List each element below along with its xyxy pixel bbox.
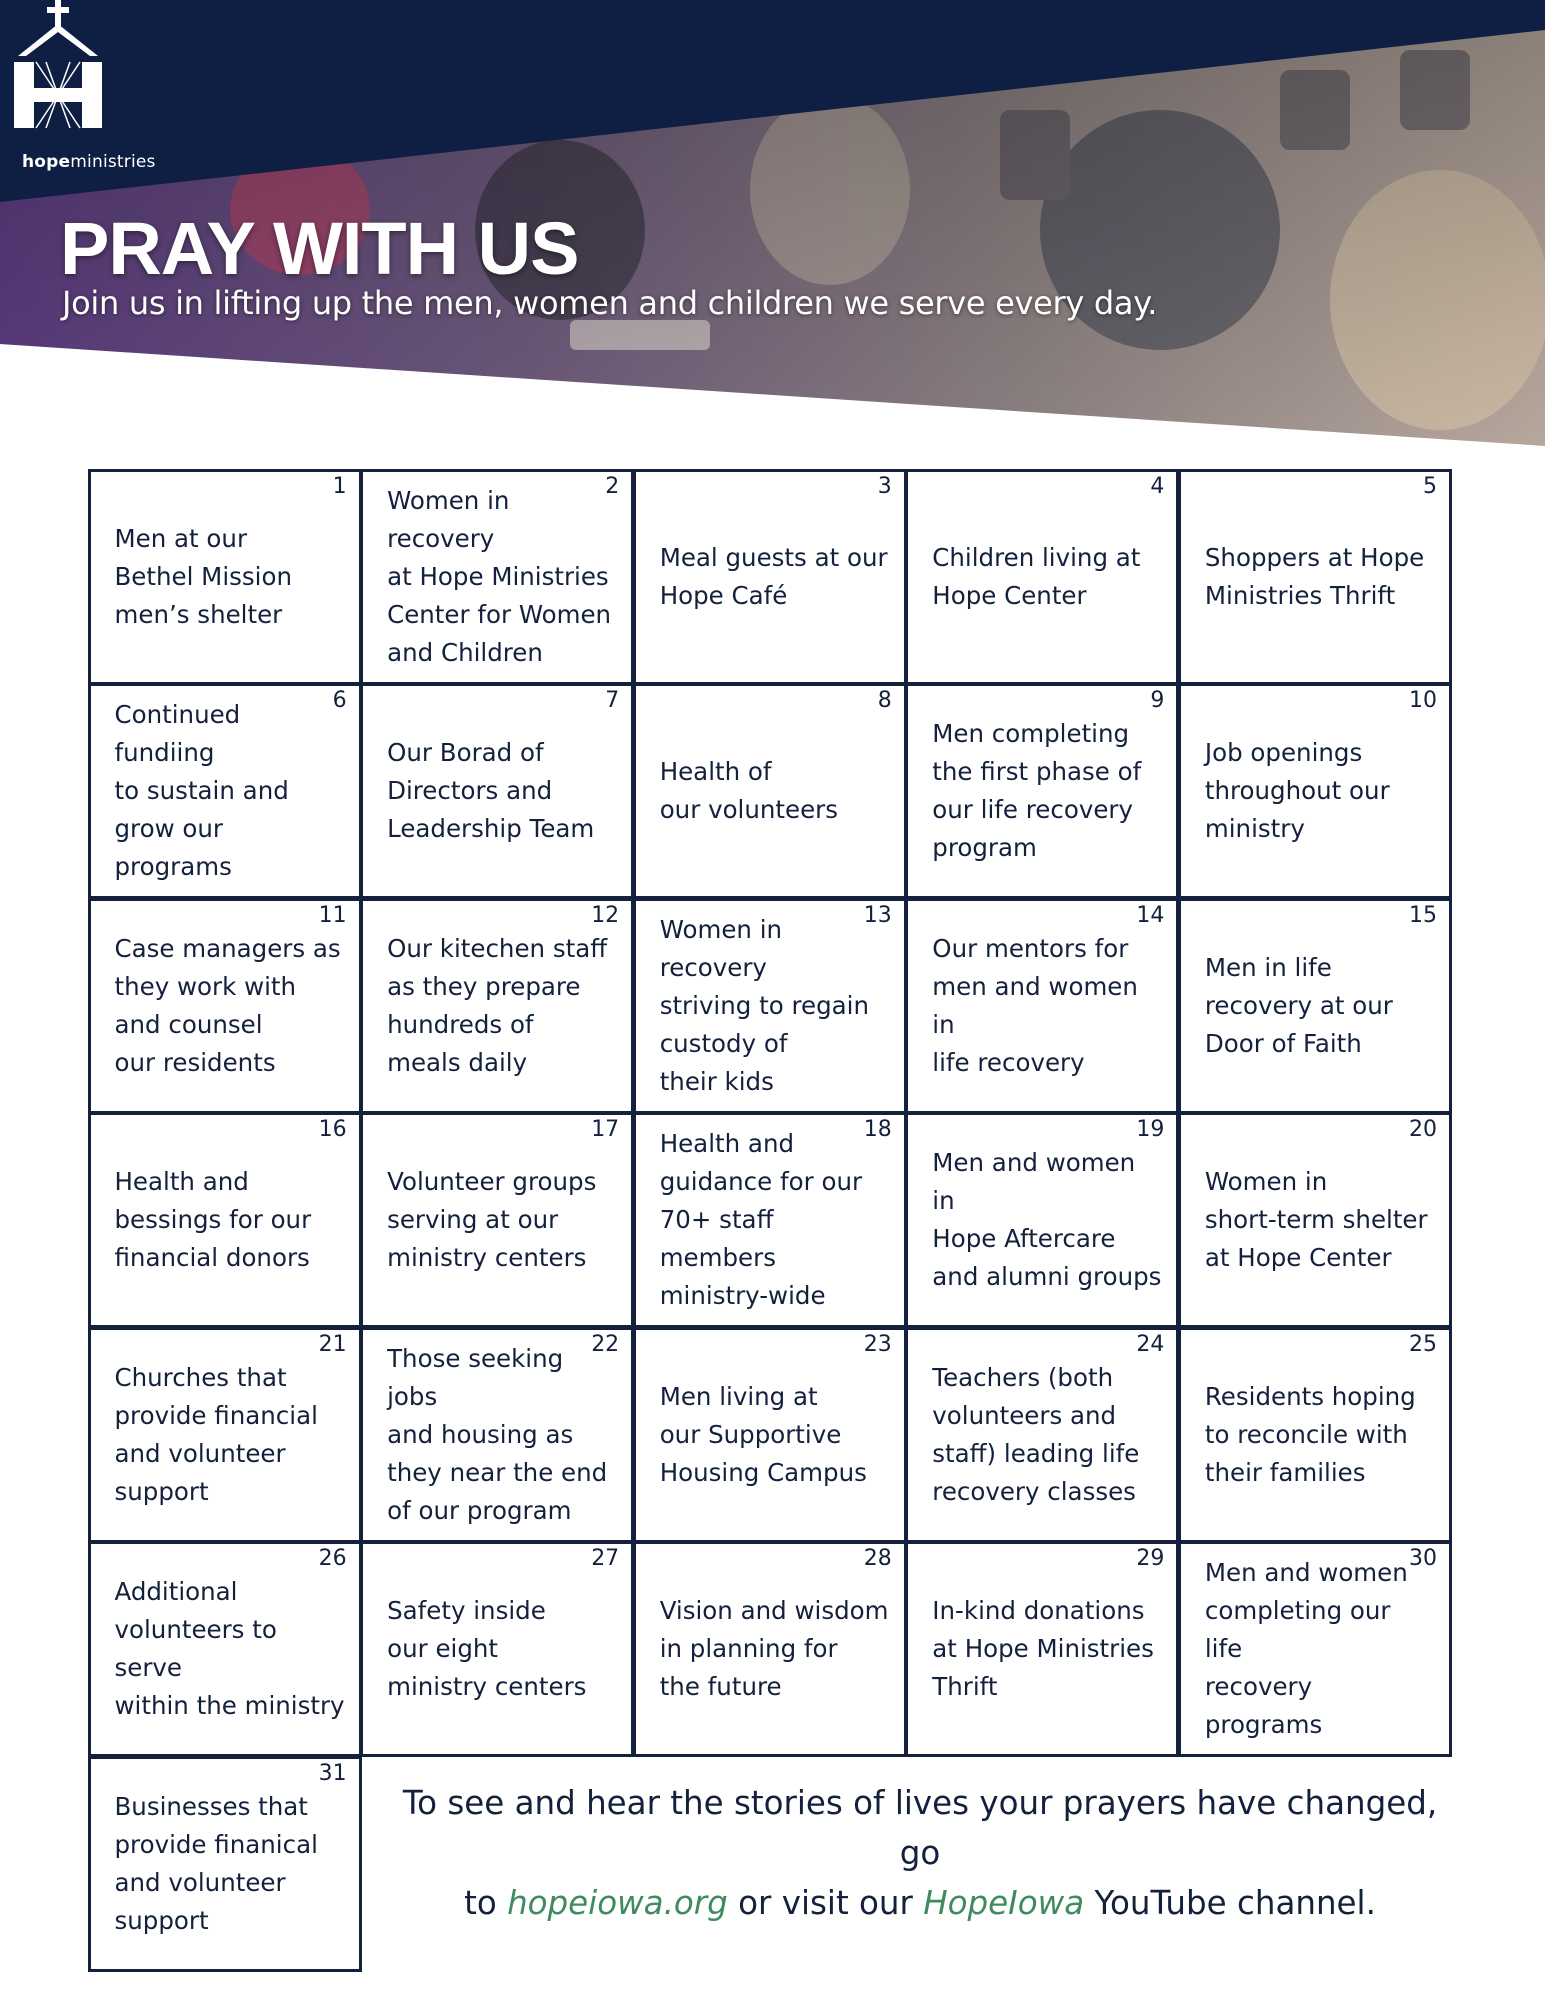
calendar-day-cell — [88, 1541, 362, 1757]
prayer-focus-text: Meal guests at our Hope Café — [659, 542, 888, 610]
calendar-day-cell — [633, 1541, 907, 1757]
day-number: 23 — [863, 1331, 892, 1357]
calendar-day-cell — [360, 898, 634, 1114]
day-number: 2 — [605, 473, 620, 499]
prayer-focus-text: Volunteer groups serving at our ministry centers — [387, 1167, 597, 1272]
calendar-day-cell — [1178, 683, 1452, 899]
calendar-day-cell — [633, 1327, 907, 1543]
prayer-focus-text: Our kitechen staff as they prepare hundreds of meals daily — [387, 933, 608, 1077]
day-number: 27 — [591, 1546, 620, 1571]
calendar-day-cell — [905, 1112, 1179, 1328]
day-number: 13 — [863, 902, 892, 928]
day-number: 29 — [1136, 1546, 1165, 1571]
calendar-day-cell — [1178, 469, 1452, 685]
prayer-focus-text: Children living at Hope Center — [932, 542, 1141, 610]
day-number: 10 — [1408, 688, 1437, 713]
calendar-day-cell — [633, 898, 907, 1114]
prayer-focus-text: Our mentors for men and women in life recovery — [932, 933, 1138, 1077]
youtube-channel-link[interactable]: HopeIowa — [923, 1884, 1085, 1922]
prayer-focus-text: Men completing the first phase of our life recovery program — [932, 719, 1142, 862]
calendar-day-cell — [905, 1327, 1179, 1543]
calendar-day-cell — [88, 1327, 362, 1543]
calendar-day-cell — [88, 1756, 362, 1972]
prayer-focus-text: Men at our Bethel Mission men’s shelter — [114, 523, 292, 629]
day-number: 21 — [318, 1331, 347, 1357]
day-number: 9 — [1150, 688, 1165, 713]
day-number: 8 — [877, 688, 892, 713]
prayer-focus-text: Men living at our Supportive Housing Campus — [659, 1381, 867, 1487]
calendar-day-cell — [360, 683, 634, 899]
day-number: 12 — [591, 902, 620, 928]
day-number: 3 — [877, 473, 892, 499]
cta-middle: or visit our — [738, 1884, 913, 1922]
logo-wordmark — [22, 152, 156, 172]
calendar-day-cell — [905, 1541, 1179, 1757]
calendar-day-cell — [88, 898, 362, 1114]
prayer-focus-text: Our Borad of Directors and Leadership Team — [387, 738, 595, 843]
prayer-focus-text: Women in short-term shelter at Hope Center — [1204, 1167, 1428, 1272]
calendar-day-cell — [360, 1327, 634, 1543]
page-title: PRAY WITH US — [60, 207, 579, 290]
day-number: 28 — [863, 1546, 892, 1571]
prayer-focus-text: Vision and wisdom in planning for the future — [659, 1596, 889, 1701]
prayer-focus-text: Women in recovery striving to regain custody of their kids — [659, 914, 870, 1096]
hope-ministries-logo — [0, 0, 124, 156]
day-number: 15 — [1408, 902, 1437, 928]
day-number: 26 — [318, 1546, 347, 1571]
prayer-focus-text: Men in life recovery at our Door of Faith — [1204, 952, 1393, 1058]
prayer-focus-text: Women in recovery at Hope Ministries Center for Women and Children — [387, 485, 612, 667]
day-number: 11 — [318, 902, 347, 928]
day-number: 22 — [591, 1331, 620, 1357]
prayer-focus-text: Additional volunteers to serve within the ministry — [114, 1577, 345, 1720]
day-number: 17 — [591, 1117, 620, 1142]
prayer-focus-text: Job openings throughout our ministry — [1204, 738, 1390, 843]
calendar-day-cell — [88, 469, 362, 685]
header-banner — [0, 0, 1545, 446]
prayer-calendar-grid — [89, 470, 1455, 1972]
calendar-day-cell — [633, 469, 907, 685]
day-number: 30 — [1408, 1546, 1437, 1571]
day-number: 1 — [332, 473, 347, 499]
call-to-action — [380, 1778, 1460, 1928]
calendar-day-cell — [1178, 1327, 1452, 1543]
prayer-focus-text: Men and women in Hope Aftercare and alumni groups — [932, 1148, 1162, 1291]
cta-to: to — [464, 1884, 497, 1922]
prayer-focus-text: Churches that provide financial and volunteer support — [114, 1362, 318, 1506]
page-subtitle: Join us in lifting up the men, women and children we serve every day. — [62, 284, 1158, 322]
day-number: 6 — [332, 688, 347, 713]
day-number: 16 — [318, 1117, 347, 1142]
prayer-focus-text: Shoppers at Hope Ministries Thrift — [1204, 542, 1425, 610]
calendar-day-cell — [633, 683, 907, 899]
prayer-focus-text: Health and guidance for our 70+ staff members ministry-wide — [659, 1129, 863, 1310]
calendar-day-cell — [905, 898, 1179, 1114]
calendar-day-cell — [633, 1112, 907, 1328]
calendar-day-cell — [88, 683, 362, 899]
prayer-focus-text: Businesses that provide finanical and volunteer support — [114, 1791, 318, 1935]
prayer-focus-text: Continued fundiing to sustain and grow our programs — [114, 700, 289, 881]
day-number: 7 — [605, 688, 620, 713]
day-number: 19 — [1136, 1117, 1165, 1142]
calendar-day-cell — [1178, 898, 1452, 1114]
calendar-day-cell — [88, 1112, 362, 1328]
prayer-focus-text: Men and women completing our life recovery programs — [1204, 1558, 1408, 1739]
day-number: 18 — [863, 1117, 892, 1142]
day-number: 14 — [1136, 902, 1165, 928]
prayer-focus-text: Health of our volunteers — [659, 757, 839, 824]
day-number: 24 — [1136, 1331, 1165, 1357]
calendar-day-cell — [905, 469, 1179, 685]
calendar-day-cell — [360, 469, 634, 685]
day-number: 25 — [1408, 1331, 1437, 1357]
cta-line1: To see and hear the stories of lives your prayers have changed, go — [402, 1784, 1438, 1872]
prayer-focus-text: Those seeking jobs and housing as they near the end of our program — [387, 1343, 608, 1525]
prayer-focus-text: Health and bessings for our financial donors — [114, 1167, 312, 1272]
calendar-day-cell — [1178, 1541, 1452, 1757]
prayer-focus-text: In-kind donations at Hope Ministries Thrift — [932, 1596, 1154, 1701]
calendar-day-cell — [905, 683, 1179, 899]
day-number: 4 — [1150, 473, 1165, 499]
calendar-day-cell — [360, 1541, 634, 1757]
logo-word-bold: hope — [22, 152, 71, 172]
website-link[interactable]: hopeiowa.org — [507, 1884, 728, 1922]
day-number: 5 — [1422, 473, 1437, 499]
prayer-focus-text: Residents hoping to reconcile with their families — [1204, 1381, 1416, 1487]
calendar-day-cell — [1178, 1112, 1452, 1328]
prayer-focus-text: Case managers as they work with and counsel our residents — [114, 933, 341, 1077]
calendar-day-cell — [360, 1112, 634, 1328]
day-number: 20 — [1408, 1117, 1437, 1142]
prayer-focus-text: Safety inside our eight ministry centers — [387, 1596, 587, 1701]
day-number: 31 — [318, 1760, 347, 1786]
logo-word-rest: ministries — [70, 152, 156, 172]
cta-end: YouTube channel. — [1094, 1884, 1376, 1922]
prayer-focus-text: Teachers (both volunteers and staff) leading life recovery classes — [932, 1362, 1140, 1506]
